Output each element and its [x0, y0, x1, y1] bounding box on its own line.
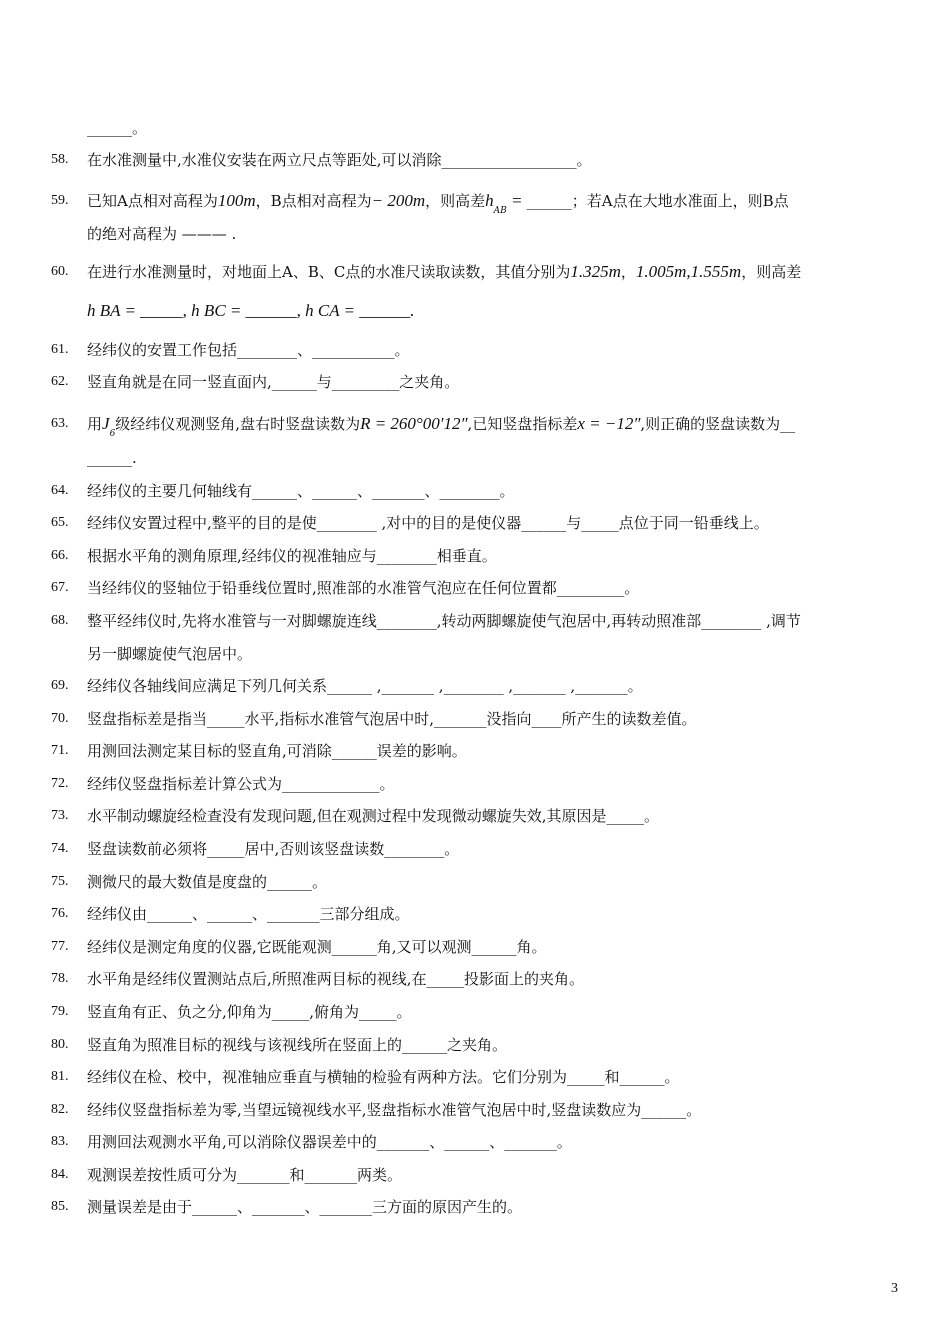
- item-59: 59. 已知A点相对高程为100m，B点相对高程为− 200m，则高差$h_{AB}$ = ______；若A点在大地水准面上，则B点: [51, 191, 789, 216]
- item-72: 72. 经纬仪竖盘指标差计算公式为_____________。: [51, 775, 395, 793]
- item-60-continuation: h BA = _____, h BC = ______, h CA = ______.: [87, 301, 415, 320]
- item-71: 71. 用测回法测定某目标的竖直角,可消除______误差的影响。: [51, 742, 467, 760]
- item-68-continuation: 另一脚螺旋使气泡居中。: [87, 645, 253, 663]
- item-78: 78. 水平角是经纬仪置测站点后,所照准两目标的视线,在_____投影面上的夹角。: [51, 970, 585, 988]
- item-85: 85. 测量误差是由于______、_______、_______三方面的原因产生的。: [51, 1198, 523, 1216]
- item-84: 84. 观测误差按性质可分为_______和_______两类。: [51, 1166, 403, 1184]
- item-63: 63. 用$J_6$级经纬仪观测竖角,盘右时竖盘读数为R = 260°00′12″,已知竖盘指标差x = −12″,则正确的竖盘读数为__: [51, 414, 796, 439]
- item-59-continuation: 的绝对高程为 ——— .: [87, 225, 237, 243]
- item-63-continuation: ______.: [87, 449, 137, 467]
- item-79: 79. 竖直角有正、负之分,仰角为_____,俯角为_____。: [51, 1003, 412, 1021]
- item-80: 80. 竖直角为照准目标的视线与该视线所在竖面上的______之夹角。: [51, 1036, 508, 1054]
- item-58: 58. 在水准测量中,水准仪安装在两立尺点等距处,可以消除__________________。: [51, 151, 592, 169]
- item-83: 83. 用测回法观测水平角,可以消除仪器误差中的_______、______、_______。: [51, 1133, 572, 1151]
- item-70: 70. 竖盘指标差是指当_____水平,指标水准管气泡居中时,_______没指向____所产生的读数差值。: [51, 710, 697, 728]
- item-73: 73. 水平制动螺旋经检查没有发现问题,但在观测过程中发现微动螺旋失效,其原因是_____。: [51, 807, 660, 825]
- item-65: 65. 经纬仪安置过程中,整平的目的是使________ ,对中的目的是使仪器______与_____点位于同一铅垂线上。: [51, 514, 769, 532]
- item-64: 64. 经纬仪的主要几何轴线有______、______、_______、________。: [51, 482, 515, 500]
- item-74: 74. 竖盘读数前必须将_____居中,否则该竖盘读数________。: [51, 840, 460, 858]
- item-68: 68. 整平经纬仪时,先将水准管与一对脚螺旋连线________,转动两脚螺旋使气泡居中,再转动照准部________ ,调节: [51, 612, 801, 630]
- item-69: 69. 经纬仪各轴线间应满足下列几何关系______ ,_______ ,________ ,_______ ,_______。: [51, 677, 643, 695]
- page-number: 3: [891, 1281, 898, 1296]
- item-61: 61. 经纬仪的安置工作包括________、___________。: [51, 341, 410, 359]
- item-82: 82. 经纬仪竖盘指标差为零,当望远镜视线水平,竖盘指标水准管气泡居中时,竖盘读数应为______。: [51, 1101, 702, 1119]
- item-67: 67. 当经纬仪的竖轴位于铅垂线位置时,照准部的水准管气泡应在任何位置都_________。: [51, 579, 640, 597]
- item-60: 60. 在进行水准测量时，对地面上A、B、C点的水准尺读取读数，其值分别为1.325m，1.005m,1.555m，则高差: [51, 262, 802, 281]
- item-76: 76. 经纬仪由______、______、_______三部分组成。: [51, 905, 410, 923]
- item-77: 77. 经纬仪是测定角度的仪器,它既能观测______角,又可以观测______角。: [51, 938, 547, 956]
- item-66: 66. 根据水平角的测角原理,经纬仪的视准轴应与________相垂直。: [51, 547, 497, 565]
- item-75: 75. 测微尺的最大数值是度盘的______。: [51, 873, 328, 891]
- item-57-continuation: ______。: [87, 119, 148, 137]
- item-81: 81. 经纬仪在检、校中，视准轴应垂直与横轴的检验有两种方法。它们分别为_____和______。: [51, 1068, 680, 1086]
- item-62: 62. 竖直角就是在同一竖直面内,______与_________之夹角。: [51, 373, 460, 391]
